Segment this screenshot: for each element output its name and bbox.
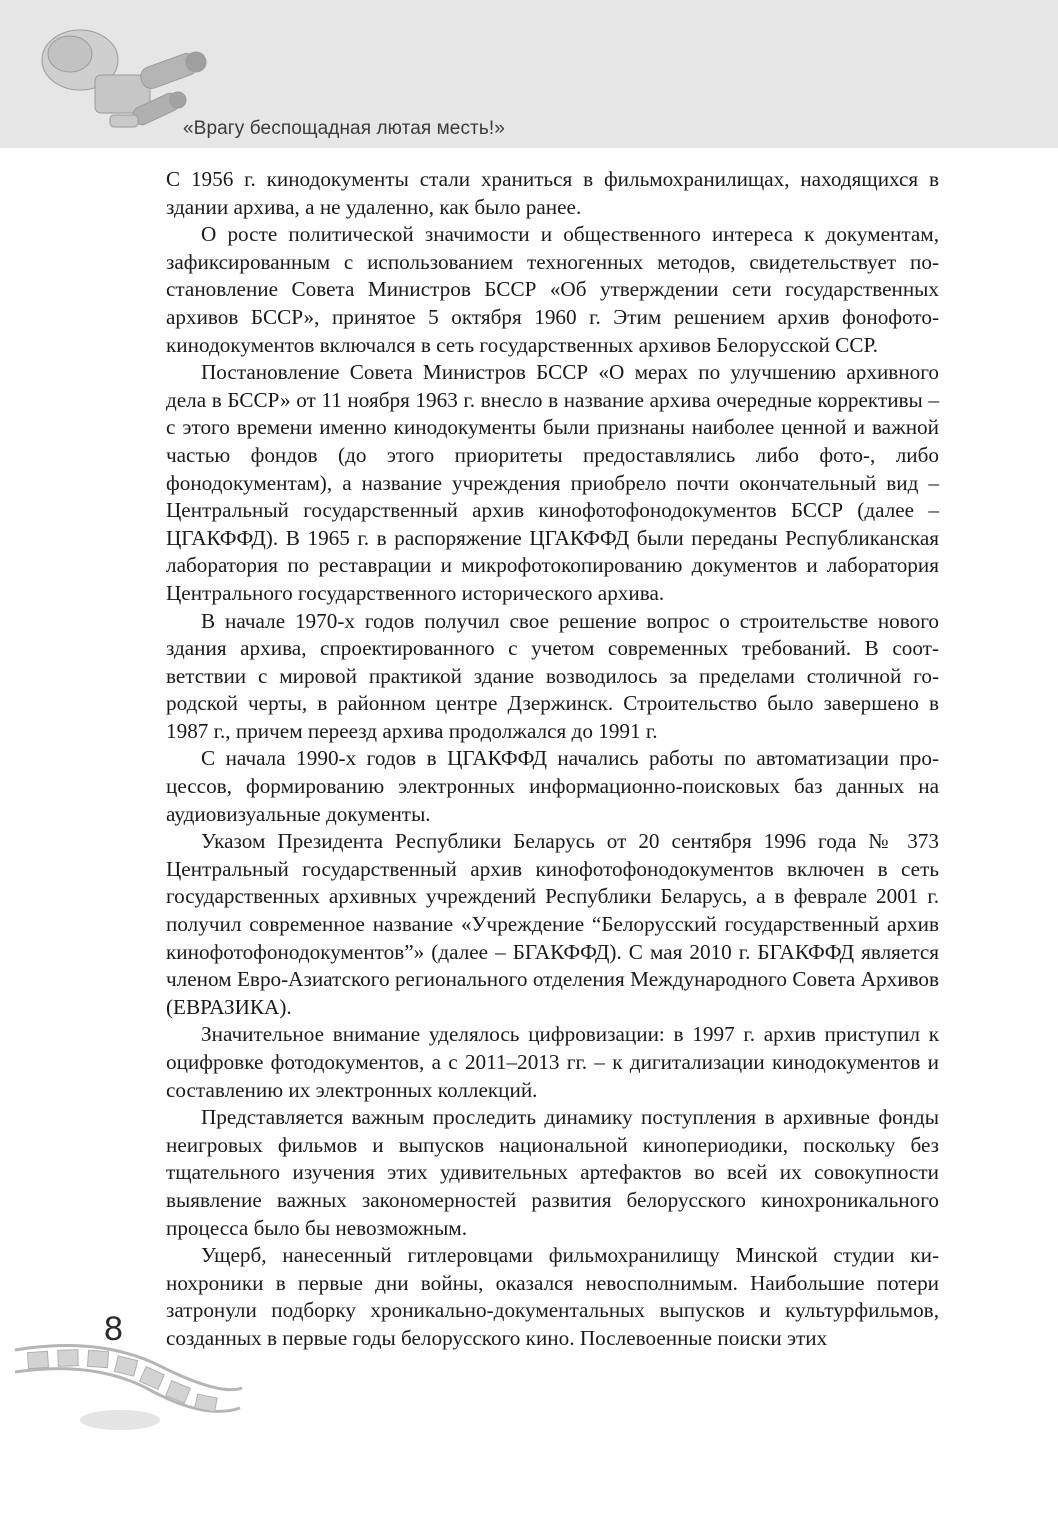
- paragraph-5: С начала 1990-х годов в ЦГАКФФД начались работы по автоматизации процессов, формированию электронных информационно-поисковых баз данных на аудиовизуальные документы.: [166, 746, 939, 826]
- paragraph-6: Указом Президента Республики Беларусь от 20 сентября 1996 года № 373 Центральный государственный архив кинофотофонодокументов включен в сеть государственных архивных учреждений Республики Беларусь, а в феврале 2001 г. получил современное название «Учреждение “Белорусский государственный архив кинофотофонодокументов”» (далее – БГАКФФД). С мая 2010 г. БГАКФФД является членом Евро-Азиатского регионального отделения Международного Совета Архивов (ЕВРАЗИКА).: [166, 829, 939, 1019]
- body-text: [166, 166, 939, 1353]
- paragraph-3: Постановление Совета Министров БССР «О мерах по улучшению архивного дела в БССР» от 11 ноября 1963 г. внесло в название архива очередные коррективы – с этого времени именно кинодокументы были признаны наиболее ценной и важной частью фондов (до этого приоритеты предоставлялись либо фото-, либо фонодокументам), а название учреждения приобрело почти окончательный вид – Центральный государственный архив кинофотофонодокументов БССР (далее – ЦГАКФФД). В 1965 г. в распоряжение ЦГАКФФД были переданы Республиканская лаборатория по реставрации и микрофотокопированию документов и лаборатория Центрального государственного исторического архива.: [166, 360, 939, 605]
- paragraph-7: Значительное внимание уделялось цифровизации: в 1997 г. архив приступил к оцифровке фотодокументов, а с 2011–2013 гг. – к дигитализации кинодокументов и составлению их электронных коллекций.: [166, 1022, 939, 1102]
- paragraph-2: О росте политической значимости и общественного интереса к документам, зафиксированным с использованием техногенных методов, свидетельствует постановление Совета Министров БССР «Об утверждении сети государственных архивов БССР», принятое 5 октября 1960 г. Этим решением архив фонофотокинодокументов включался в сеть государственных архивов Белорусской ССР.: [166, 222, 939, 357]
- paragraph-9: Ущерб, нанесенный гитлеровцами фильмохранилищу Минской студии кинохроники в первые дни войны, оказался невосполнимым. Наибольшие потери затронули подборку хроникально-документальных выпусков и культурфильмов, созданных в первые годы белорусского кино. Послевоенные поиски этих: [166, 1243, 939, 1350]
- paragraph-4: В начале 1970-х годов получил свое решение вопрос о строительстве нового здания архива, спроектированного с учетом современных требований. В соответствии с мировой практикой здание возводилось за пределами столичной городской черты, в районном центре Дзержинск. Строительство было завершено в 1987 г., причем переезд архива продолжался до 1991 г.: [166, 608, 939, 743]
- film-strip-illustration: [10, 1338, 250, 1438]
- paragraph-1: С 1956 г. кинодокументы стали храниться в фильмохранилищах, находящихся в здании архива, а не удаленно, как было ранее.: [166, 167, 939, 219]
- page-header: [0, 0, 1058, 148]
- paragraph-8: Представляется важным проследить динамику поступления в архивные фонды неигровых фильмов и выпусков национальной кинопериодики, поскольку без тщательного изучения этих удивительных артефактов во всей их совокупности выявление важных закономерностей развития белорусского кинохроникального процесса было бы невозможным.: [166, 1105, 939, 1240]
- page-number: 8: [104, 1310, 123, 1348]
- running-title: «Врагу беспощадная лютая месть!»: [183, 118, 505, 139]
